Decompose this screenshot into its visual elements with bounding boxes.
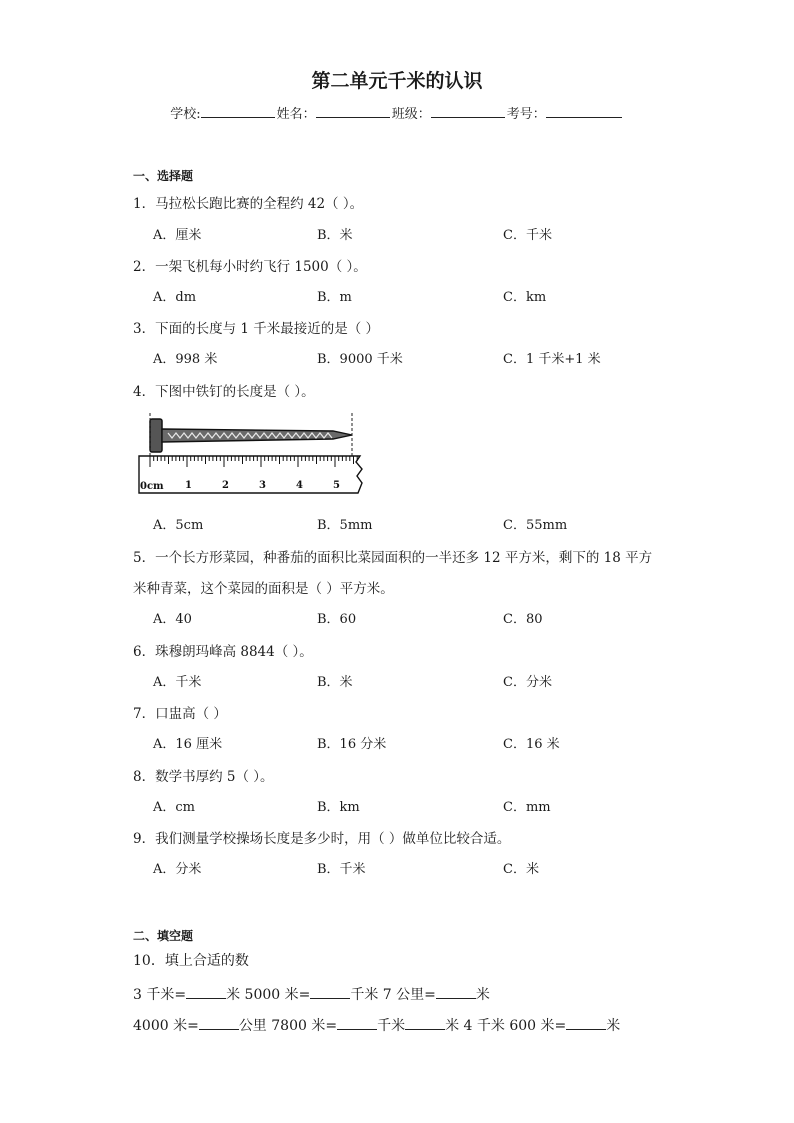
- question-2: 2．一架飞机每小时约飞行 1500（ ）。: [133, 259, 367, 275]
- section-fill-heading: 二、填空题: [133, 929, 194, 943]
- school-blank[interactable]: [201, 103, 275, 118]
- q7-option-b[interactable]: B．16 分米: [317, 737, 387, 752]
- fill-1-text-b: 米 5000 米=: [226, 987, 311, 1003]
- fill-blank-6[interactable]: [405, 1014, 445, 1030]
- q1-option-a[interactable]: A．厘米: [153, 228, 202, 243]
- ruler-label-2: 2: [222, 480, 229, 491]
- q5-option-a[interactable]: A．40: [153, 612, 192, 627]
- fill-blank-3[interactable]: [436, 983, 476, 999]
- ruler-label-1: 1: [185, 480, 192, 491]
- q2-option-a[interactable]: A．dm: [153, 290, 197, 305]
- name-label: 姓名：: [276, 107, 316, 122]
- fill-blank-5[interactable]: [337, 1014, 377, 1030]
- q3-option-a[interactable]: A．998 米: [153, 352, 218, 367]
- fill-blank-7[interactable]: [566, 1014, 606, 1030]
- fill-1-text-c: 千米 7 公里=: [350, 987, 436, 1003]
- fill-line-1: [133, 983, 490, 1004]
- question-6: 6．珠穆朗玛峰高 8844（ ）。: [133, 644, 313, 660]
- exam-no-blank[interactable]: [546, 103, 622, 118]
- fill-blank-2[interactable]: [310, 983, 350, 999]
- class-label: 班级：: [391, 107, 431, 122]
- fill-1-text-d: 米: [475, 987, 490, 1003]
- question-5-line-1: 5．一个长方形菜园，种番茄的面积比菜园面积的一半还多 12 平方米，剩下的 18 平方: [133, 550, 653, 566]
- question-4: 4．下图中铁钉的长度是（ ）。: [133, 384, 315, 400]
- fill-blank-4[interactable]: [199, 1014, 239, 1030]
- name-blank[interactable]: [316, 103, 390, 118]
- q2-option-c[interactable]: C．km: [503, 290, 547, 305]
- class-blank[interactable]: [431, 103, 505, 118]
- q4-option-b[interactable]: B．5mm: [317, 518, 373, 533]
- ruler-body: [139, 456, 362, 493]
- q9-option-a[interactable]: A．分米: [153, 862, 202, 877]
- question-10: 10．填上合适的数: [133, 953, 249, 969]
- q8-option-a[interactable]: A．cm: [153, 800, 195, 815]
- student-info-line: [0, 103, 794, 122]
- ruler-label-3: 3: [259, 480, 266, 491]
- fill-1-text-a: 3 千米=: [133, 987, 187, 1003]
- ruler-label-4: 4: [296, 480, 303, 491]
- q8-option-b[interactable]: B．km: [317, 800, 360, 815]
- q6-option-c[interactable]: C．分米: [503, 675, 552, 690]
- q6-option-b[interactable]: B．米: [317, 675, 353, 690]
- page-title: 第二单元千米的认识: [311, 70, 483, 92]
- q6-option-a[interactable]: A．千米: [153, 675, 202, 690]
- question-5-line-2: 米种青菜，这个菜园的面积是（ ）平方米。: [133, 581, 394, 597]
- nail-ruler-figure: [138, 409, 368, 501]
- question-1: 1．马拉松长跑比赛的全程约 42（ ）。: [133, 196, 364, 212]
- ruler-label-5: 5: [333, 480, 340, 491]
- q8-option-c[interactable]: C．mm: [503, 800, 551, 815]
- q9-option-c[interactable]: C．米: [503, 862, 539, 877]
- q9-option-b[interactable]: B．千米: [317, 862, 366, 877]
- fill-blank-1[interactable]: [186, 983, 226, 999]
- q4-option-c[interactable]: C．55mm: [503, 518, 568, 533]
- q2-option-b[interactable]: B．m: [317, 290, 352, 305]
- ruler-unit-label: 0cm: [140, 481, 164, 492]
- nail-head: [150, 419, 162, 452]
- q7-option-c[interactable]: C．16 米: [503, 737, 560, 752]
- question-8: 8．数学书厚约 5（ ）。: [133, 769, 274, 785]
- question-9: 9．我们测量学校操场长度是多少时，用（ ）做单位比较合适。: [133, 831, 511, 847]
- fill-line-2: [133, 1014, 620, 1035]
- question-7: 7．口盅高（ ）: [133, 706, 227, 722]
- q5-option-c[interactable]: C．80: [503, 612, 543, 627]
- fill-2-text-d: 米 4 千米 600 米=: [445, 1018, 567, 1034]
- fill-2-text-c: 千米: [377, 1018, 406, 1034]
- q1-option-c[interactable]: C．千米: [503, 228, 552, 243]
- school-label: 学校:: [170, 107, 201, 122]
- q7-option-a[interactable]: A．16 厘米: [153, 737, 223, 752]
- q3-option-b[interactable]: B．9000 千米: [317, 352, 403, 367]
- q5-option-b[interactable]: B．60: [317, 612, 357, 627]
- fill-2-text-e: 米: [606, 1018, 621, 1034]
- exam-no-label: 考号：: [506, 107, 546, 122]
- question-3: 3．下面的长度与 1 千米最接近的是（ ）: [133, 321, 380, 337]
- nail-ruler-svg: [138, 409, 368, 497]
- q4-option-a[interactable]: A．5cm: [153, 518, 204, 533]
- q1-option-b[interactable]: B．米: [317, 228, 353, 243]
- section-choice-heading: 一、选择题: [133, 169, 194, 183]
- q3-option-c[interactable]: C．1 千米+1 米: [503, 352, 601, 367]
- fill-2-text-b: 公里 7800 米=: [238, 1018, 338, 1034]
- fill-2-text-a: 4000 米=: [133, 1018, 199, 1034]
